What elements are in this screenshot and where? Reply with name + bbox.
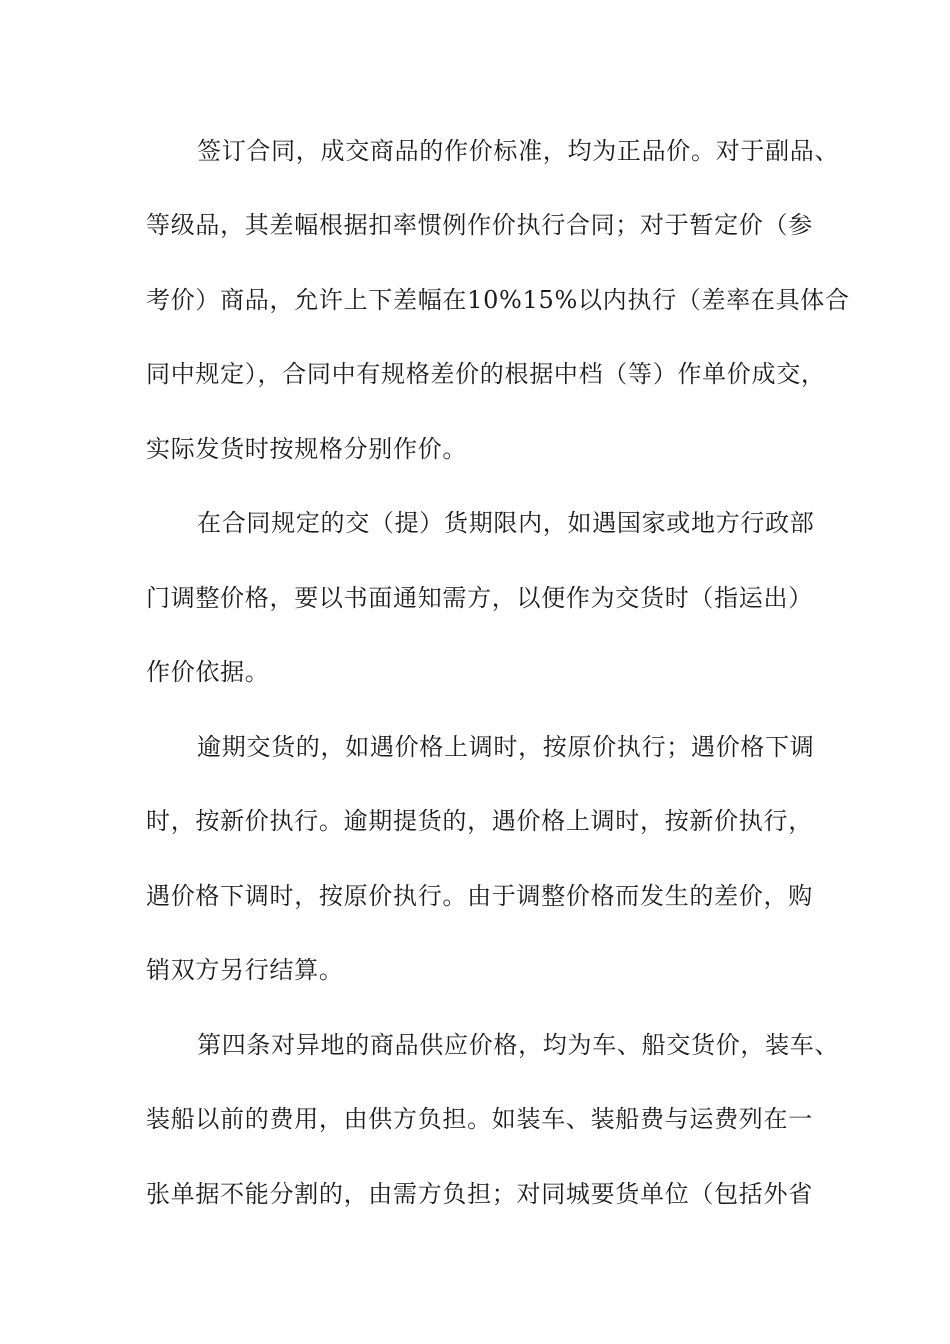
paragraph-3-line-4: 销双方另行结算。 xyxy=(146,956,344,984)
paragraph-1-line-1: 签订合同，成交商品的作价标准，均为正品价。对于副品、 xyxy=(197,137,840,165)
paragraph-3-line-2: 时，按新价执行。逾期提货的，遇价格上调时，按新价执行， xyxy=(146,807,813,835)
paragraph-3-line-3: 遇价格下调时，按原价执行。由于调整价格而发生的差价，购 xyxy=(146,882,813,910)
paragraph-3-line-1: 逾期交货的，如遇价格上调时，按原价执行；遇价格下调 xyxy=(197,733,815,761)
paragraph-1-line-5: 实际发货时按规格分别作价。 xyxy=(146,435,468,463)
paragraph-4-line-2: 装船以前的费用，由供方负担。如装车、装船费与运费列在一 xyxy=(146,1105,813,1133)
paragraph-1-line-4: 同中规定），合同中有规格差价的根据中档（等）作单价成交， xyxy=(146,360,826,388)
paragraph-2-line-1: 在合同规定的交（提）货期限内，如遇国家或地方行政部 xyxy=(197,509,815,537)
paragraph-1-line-2: 等级品，其差幅根据扣率惯例作价执行合同；对于暂定价（参 xyxy=(146,211,813,239)
paragraph-2-line-2: 门调整价格，要以书面通知需方，以便作为交货时（指运出） xyxy=(146,584,813,612)
paragraph-2-line-3: 作价依据。 xyxy=(146,658,270,686)
paragraph-1-line-3: 考价）商品，允许上下差幅在10%15%以内执行（差率在具体合 xyxy=(146,286,850,314)
paragraph-4-line-1: 第四条对异地的商品供应价格，均为车、船交货价，装车、 xyxy=(197,1031,840,1059)
paragraph-4-line-3: 张单据不能分割的，由需方负担；对同城要货单位（包括外省 xyxy=(146,1180,813,1208)
